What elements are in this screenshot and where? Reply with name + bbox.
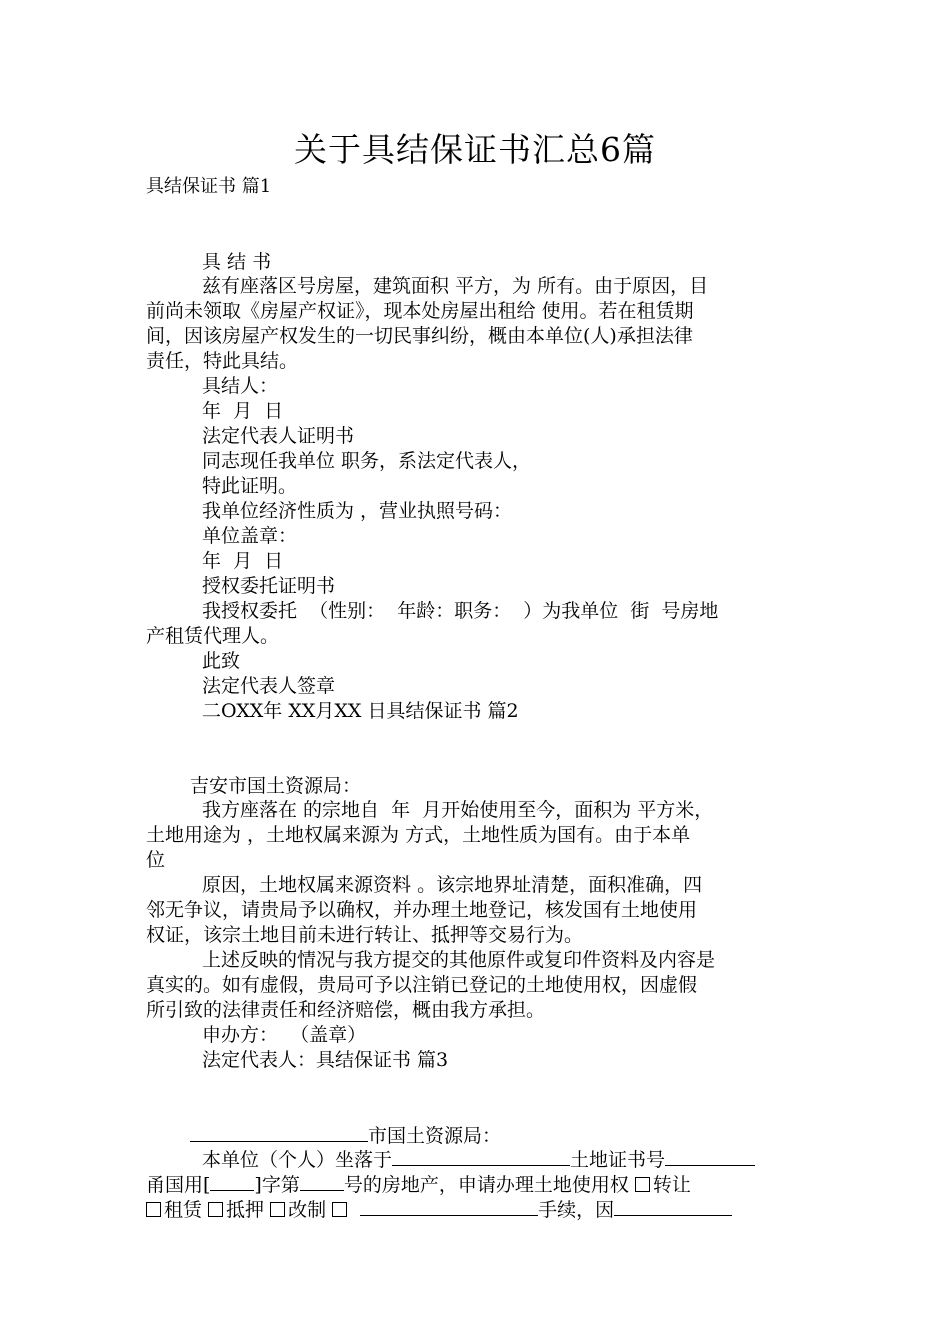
paragraph-line: 原因，土地权属来源资料 。该宗地界址清楚，面积准确，四 bbox=[196, 874, 703, 896]
paragraph-line: 位 bbox=[146, 849, 166, 871]
text-run: 土地证书号 bbox=[570, 1149, 666, 1171]
paragraph-line bbox=[146, 1197, 732, 1223]
option-label: 转让 bbox=[652, 1174, 691, 1196]
paragraph-line: 真实的。如有虚假，贵局可予以注销已登记的土地使用权，因虚假 bbox=[146, 974, 698, 996]
section-1-heading: 具结保证书 篇1 bbox=[146, 176, 272, 197]
date-line: 年 月 日 bbox=[202, 550, 284, 572]
checkbox[interactable] bbox=[270, 1202, 285, 1217]
jie-shu-title: 具 结 书 bbox=[202, 251, 272, 273]
signature-label: 法定代表人签章 bbox=[202, 675, 336, 697]
blank-underline bbox=[190, 1123, 368, 1142]
date-line: 年 月 日 bbox=[202, 400, 284, 422]
blank-underline bbox=[300, 1172, 344, 1191]
seal-label: 单位盖章： bbox=[202, 525, 298, 547]
blank-underline bbox=[614, 1197, 732, 1216]
addressee-line bbox=[190, 1123, 501, 1149]
blank-underline bbox=[360, 1197, 538, 1216]
authorization-title: 授权委托证明书 bbox=[202, 575, 336, 597]
paragraph-line: 权证，该宗土地目前未进行转让、抵押等交易行为。 bbox=[146, 924, 584, 946]
paragraph-line: 邻无争议，请贵局予以确权，并办理土地登记，核发国有土地使用 bbox=[146, 899, 698, 921]
paragraph-line: 我方座落在 的宗地自 年 月开始使用至今，面积为 平方米， bbox=[202, 799, 714, 821]
paragraph-line: 特此证明。 bbox=[202, 475, 298, 497]
addressee: 吉安市国土资源局： bbox=[190, 775, 362, 797]
paragraph-line: 间，因该房屋产权发生的一切民事纠纷，概由本单位(人)承担法律 bbox=[146, 325, 693, 347]
rep-certificate-title: 法定代表人证明书 bbox=[202, 425, 355, 447]
paragraph-line bbox=[146, 1172, 691, 1198]
paragraph-line: 同志现任我单位 职务，系法定代表人， bbox=[202, 450, 532, 472]
option-label: 改制 bbox=[288, 1199, 333, 1221]
text-run: 甬国用[ bbox=[146, 1174, 211, 1196]
paragraph-line: 土地用途为 ，土地权属来源为 方式，土地性质为国有。由于本单 bbox=[146, 824, 691, 846]
addressee-suffix: 市国土资源局： bbox=[368, 1125, 502, 1147]
text-run: 手续，因 bbox=[538, 1199, 615, 1221]
paragraph-line: 上述反映的情况与我方提交的其他原件或复印件资料及内容是 bbox=[202, 949, 716, 971]
date-and-section-2-heading: 二OXX年 XX月XX 日具结保证书 篇2 bbox=[202, 700, 519, 722]
legal-rep-and-section-3-heading: 法定代表人：具结保证书 篇3 bbox=[202, 1049, 449, 1071]
applicant-line: 申办方： （盖章） bbox=[202, 1024, 367, 1046]
option-label: 抵押 bbox=[226, 1199, 271, 1221]
closing-text: 此致 bbox=[202, 650, 241, 672]
checkbox[interactable] bbox=[635, 1177, 650, 1192]
paragraph-line: 责任，特此具结。 bbox=[146, 350, 299, 372]
blank-underline bbox=[665, 1147, 755, 1166]
document-title: 关于具结保证书汇总6篇 bbox=[294, 130, 656, 169]
checkbox[interactable] bbox=[146, 1202, 161, 1217]
paragraph-line bbox=[202, 1147, 755, 1173]
signer-label: 具结人： bbox=[202, 375, 279, 397]
checkbox[interactable] bbox=[332, 1202, 347, 1217]
checkbox[interactable] bbox=[208, 1202, 223, 1217]
text-run: ]字第 bbox=[254, 1174, 300, 1196]
text-run: 号的房地产，申请办理土地使用权 bbox=[343, 1174, 635, 1196]
paragraph-line: 产租赁代理人。 bbox=[146, 625, 280, 647]
option-label: 租赁 bbox=[164, 1199, 209, 1221]
paragraph-line: 所引致的法律责任和经济赔偿，概由我方承担。 bbox=[146, 999, 546, 1021]
blank-underline bbox=[210, 1172, 254, 1191]
blank-underline bbox=[392, 1147, 570, 1166]
paragraph-line: 兹有座落区号房屋，建筑面积 平方，为 所有。由于原因，目 bbox=[202, 275, 709, 297]
paragraph-line: 我授权委托 （性别： 年龄：职务： ）为我单位 街 号房地 bbox=[196, 600, 719, 622]
paragraph-line: 前尚未领取《房屋产权证》，现本处房屋出租给 使用。若在租赁期 bbox=[146, 300, 694, 322]
text-run: 本单位（个人）坐落于 bbox=[202, 1149, 393, 1171]
paragraph-line: 我单位经济性质为 ，营业执照号码： bbox=[202, 500, 513, 522]
